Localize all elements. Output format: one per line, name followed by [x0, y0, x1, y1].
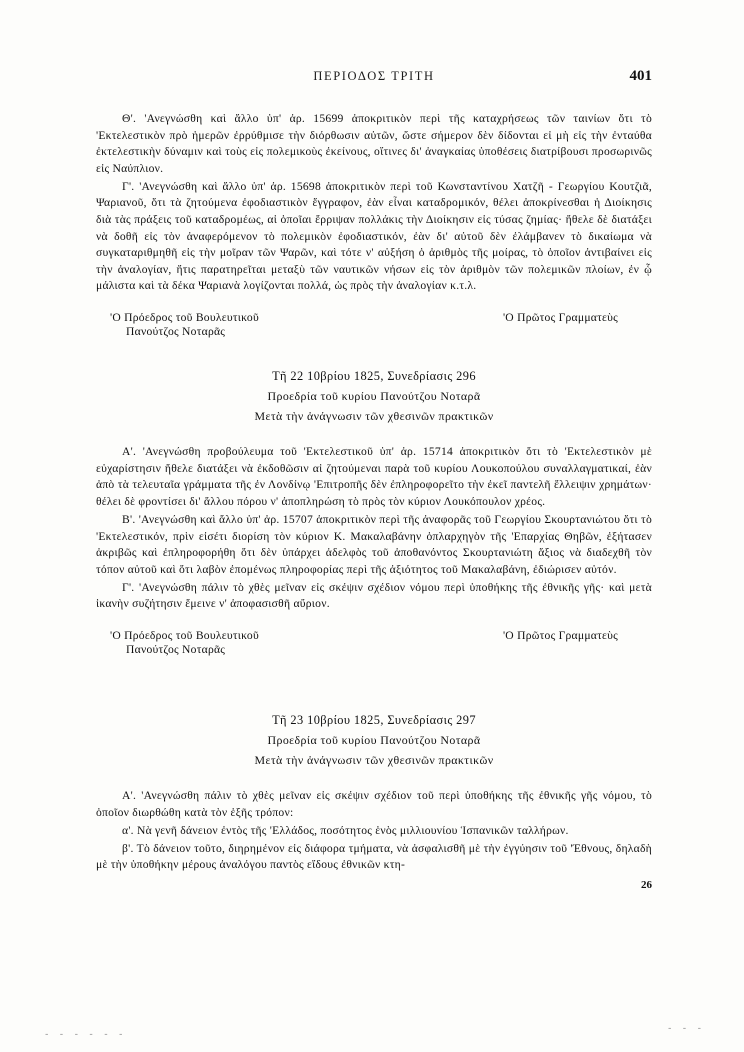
- paragraph: Γ'. 'Ανεγνώσθη καὶ ἄλλο ὑπ' ἀρ. 15698 ἀποκριτικὸν περὶ τοῦ Κωνσταντίνου Χατζῆ - Γεωργίου Κουτζιᾶ, Ψαριανοῦ, ὅτι τὰ ζητούμενα ἐφοδιαστικὸν ἔγγραφον, ἐὰν εἶναι καταδρομικόν, θέλει ἀποκρίνεσθαι ἡ Διοίκησις διὰ τὰς πράξεις τοῦ καταδρομέως, αἱ ὁποῖαι ἔρριψαν πολλάκις τὴν Διοίκησιν εἰς τύσας ζημίας· ἤθελε δὲ διατάξει νὰ δοθῆ εἰς τὸν ἀναφερόμενον τὸ πολεμικὸν ἐφοδιαστικόν, ἐὰν δι' αὐτοῦ δὲν ἐλάμβανεν τὸ δικαίωμα νὰ συγκαταριθμηθῆ εἰς τὴν μοῖραν τῶν Ψαρῶν, καὶ τότε ν' αὐξήση ὁ ἀριθμὸς τῆς μοίρας, τὸ ὁποῖον ἀντιβαίνει εἰς τὴν ἀναλογίαν, ἥτις παρατηρεῖται μεταξὺ τῶν ναυτικῶν νήσων εἰς τὸν ἀριθμὸν τῶν πολεμικῶν πλοίων, ἐν ᾧ μάλιστα καὶ τὰ δέκα Ψαριανὰ λογίζονται πολλά, ὡς πρὸς τὴν ἀναλογίαν κ.τ.λ.: [96, 179, 652, 293]
- session-heading-297: [96, 710, 652, 770]
- signature-right: 'Ο Πρῶτος Γραμματεὺς: [502, 311, 618, 325]
- footer-right-marks: - - -: [666, 1024, 704, 1034]
- paragraph: β'. Τὸ δάνειον τοῦτο, διηρημένον εἰς διάφορα τμήματα, νὰ ἀσφαλισθῆ μὲ τὴν ἐγγύησιν τοῦ 'Έθνους, δηλαδὴ μὲ τὴν ὑποθήκην μέρους ἀναλόγου παντὸς εἴδους ἐθνικῶν κτη-: [96, 841, 652, 872]
- running-head: ΠΕΡΙΟΔΟΣ ΤΡΙΤΗ: [313, 69, 435, 83]
- session-heading-296: [96, 366, 652, 426]
- section-one: [96, 111, 652, 338]
- signature-block: [96, 311, 652, 338]
- session-after-reading: Μετὰ τὴν ἀνάγνωσιν τῶν χθεσινῶν πρακτικῶν: [254, 752, 494, 767]
- session-date: Τῆ 22 10βρίου 1825, Συνεδρίασις 296: [272, 369, 476, 384]
- session-presidency: Προεδρία τοῦ κυρίου Πανούτζου Νοταρᾶ: [267, 389, 481, 404]
- footer-left-marks: - - - - - -: [44, 1030, 126, 1040]
- paragraph: α'. Νὰ γενῆ δάνειον ἐντὸς τῆς 'Ελλάδος, ποσότητος ἑνὸς μιλλιουνίου Ἱσπανικῶν ταλλήρων.: [122, 823, 569, 837]
- paragraph: Α'. 'Ανεγνώσθη πάλιν τὸ χθὲς μεῖναν εἰς σκέψιν σχέδιον τοῦ περὶ ὑποθήκης τῆς ἐθνικῆς γῆς νόμου, τὸ ὁποῖον διωρθώθη κατὰ τὸν ἑξῆς τρόπον:: [96, 788, 652, 819]
- footer-marks: [44, 1024, 704, 1040]
- section-297-body: [96, 788, 652, 874]
- session-date: Τῆ 23 10βρίου 1825, Συνεδρίασις 297: [272, 712, 476, 727]
- session-presidency: Προεδρία τοῦ κυρίου Πανούτζου Νοταρᾶ: [267, 732, 481, 747]
- section-296-body: [96, 444, 652, 656]
- signature-block: [96, 629, 652, 656]
- paragraph: Β'. 'Ανεγνώσθη καὶ ἄλλο ὑπ' ἀρ. 15707 ἀποκριτικὸν περὶ τῆς ἀναφορᾶς τοῦ Γεωργίου Σκουρτανιώτου ὅτι τὸ 'Εκτελεστικόν, πρὶν εἰσέτι διορίση τὸν κύριον Κ. Μακαλαβάνην ὁπλαρχηγὸν τῆς 'Επαρχίας Θηβῶν, ἐξήτασεν ἀκριβῶς καὶ ἐπληροφορήθη ὅτι δὲν ὑπάρχει ἀδελφὸς τοῦ ἀποθανόντος Σκουρτανιώτη ἄξιος νὰ διαδεχθῆ τὸν τόπον αὐτοῦ καὶ ὅτι λαβὸν ἐπομένως πληροφορίας περὶ τῆς ἀξιότητος τοῦ Μακαλαβάνη, ἐδιώρισεν αὐτόν.: [96, 512, 652, 576]
- spacer: [96, 662, 652, 682]
- paragraph: Γ'. 'Ανεγνώσθη πάλιν τὸ χθὲς μεῖναν εἰς σκέψιν σχέδιον νόμου περὶ ὑποθήκης τῆς ἐθνικῆς γῆς· καὶ μετὰ ἱκανὴν συζήτησιν ἔμεινε ν' ἀποφασισθῆ αὔριον.: [96, 580, 652, 611]
- session-after-reading: Μετὰ τὴν ἀνάγνωσιν τῶν χθεσινῶν πρακτικῶν: [254, 409, 494, 424]
- folio-number: 401: [629, 68, 652, 84]
- signature-right: 'Ο Πρῶτος Γραμματεὺς: [502, 628, 618, 642]
- page-header: [96, 68, 652, 85]
- signature-name: Πανούτζος Νοταρᾶς: [126, 642, 226, 656]
- signature-left: [96, 629, 259, 656]
- paragraph: Α'. 'Ανεγνώσθη προβούλευμα τοῦ 'Εκτελεστικοῦ ὑπ' ἀρ. 15714 ἀποκριτικὸν ὅτι τὸ 'Εκτελεστικὸν μὲ εὐχαρίστησιν ἤθελε διατάξει νὰ ἐκδοθῶσιν αἱ ζητούμεναι παρὰ τοῦ κυρίου Λουκοπούλου συναλλαγματικαί, ἐὰν ἀπὸ τὰ τελευταῖα γράμματα τῆς ἐν Λονδίνῳ 'Επιτροπῆς δὲν ἐπληροφορεῖτο τὴν ἐκεῖ παντελῆ ἔλλειψιν χρημάτων· θέλει δὲ φροντίσει δι' ἄλλου πόρου ν' ἀποπληρώση τὸ πρὸς τὸν κύριον Λουκόπουλον χρέος.: [96, 445, 652, 508]
- paragraph: Θ'. 'Ανεγνώσθη καὶ ἄλλο ὑπ' ἀρ. 15699 ἀποκριτικὸν περὶ τῆς καταχρήσεως τῶν ταινίων ὅτι τὸ 'Εκτελεστικὸν πρὸ ἡμερῶν ἐρρύθμισε τὴν διόρθωσιν αὐτῶν, ὥστε σήμερον δὲν δίδονται εἰ μὴ εἰς τὴν ἐνταύθα ἐκτελεστικὴν δύναμιν καὶ τοὺς εἰς πολεμικοὺς ἐκείνους, οἵτινες δι' ἀναγκαίας ὑποθέσεις διατρίβουσι προσωρινῶς εἰς Ναύπλιον.: [96, 112, 652, 175]
- signature-title: 'Ο Πρόεδρος τοῦ Βουλευτικοῦ: [110, 311, 259, 325]
- signature-title: 'Ο Πρόεδρος τοῦ Βουλευτικοῦ: [110, 628, 259, 642]
- signature-name: Πανούτζος Νοταρᾶς: [126, 325, 226, 339]
- page-content: [96, 68, 652, 892]
- signature-left: [96, 311, 259, 338]
- signature-mark: 26: [641, 879, 652, 892]
